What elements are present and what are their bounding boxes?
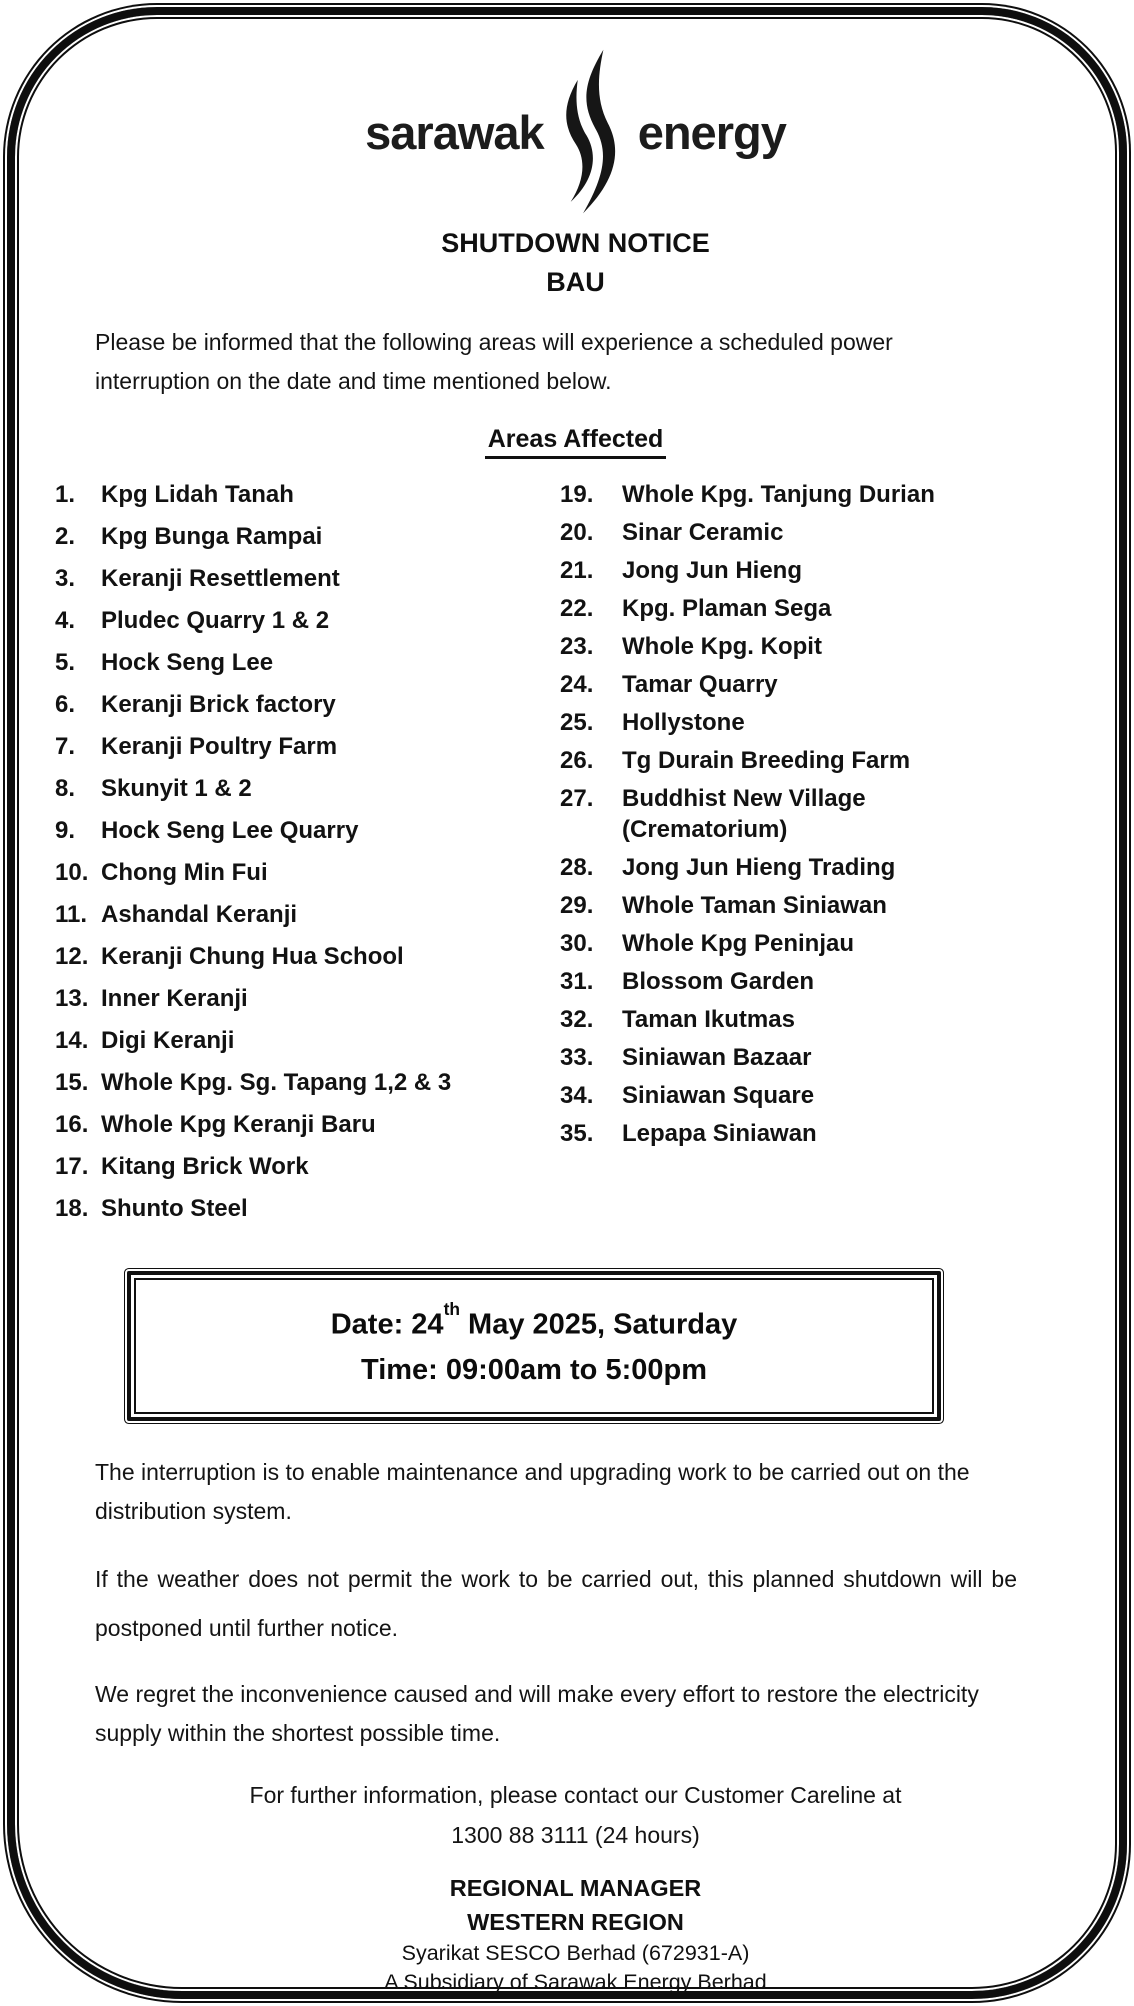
- area-list-item: [560, 745, 1056, 776]
- area-item-number: 32.: [560, 1006, 594, 1033]
- area-list-item: [55, 563, 560, 594]
- area-item-number: 35.: [560, 1120, 594, 1147]
- logo-text-sarawak: sarawak: [365, 105, 544, 159]
- area-item-number: 3.: [55, 565, 76, 592]
- area-item-name: Keranji Brick factory: [101, 691, 336, 718]
- area-item-name: Whole Kpg. Tanjung Durian: [622, 481, 935, 508]
- area-item-name: Whole Taman Siniawan: [622, 892, 887, 919]
- area-list-item: [55, 1025, 560, 1056]
- area-item-name: Digi Keranji: [101, 1027, 235, 1054]
- area-list-item: [560, 890, 1056, 921]
- area-item-name: Kpg Lidah Tanah: [101, 481, 294, 508]
- weather-paragraph: If the weather does not permit the work to be carried out, this planned shutdown will be postponed until further notice.: [95, 1565, 1017, 1641]
- area-item-name: Hollystone: [622, 709, 745, 736]
- area-list-item: [55, 1151, 560, 1182]
- area-list-item: [55, 773, 560, 804]
- area-item-name: Siniawan Square: [622, 1082, 815, 1109]
- area-item-name: Keranji Poultry Farm: [101, 733, 338, 760]
- area-item-number: 13.: [55, 985, 89, 1012]
- area-list-item: [55, 479, 560, 510]
- areas-affected-heading: Areas Affected: [485, 425, 667, 459]
- area-list-item: [560, 479, 1056, 510]
- sarawak-energy-logo: [95, 48, 1056, 216]
- area-item-number: 26.: [560, 747, 594, 774]
- area-item-number: 21.: [560, 557, 594, 584]
- area-list-item: [560, 593, 1056, 624]
- area-item-number: 7.: [55, 733, 76, 760]
- area-list-item: [55, 731, 560, 762]
- area-item-name: Ashandal Keranji: [101, 901, 298, 928]
- area-list-item: [560, 928, 1056, 959]
- area-item-name: Keranji Chung Hua School: [101, 943, 404, 970]
- area-item-name: Siniawan Bazaar: [622, 1044, 812, 1071]
- careline-text: For further information, please contact our Customer Careline at: [249, 1781, 902, 1808]
- areas-heading-wrap: [95, 425, 1056, 459]
- area-list-item: [560, 1004, 1056, 1035]
- area-item-name: Whole Kpg. Sg. Tapang 1,2 & 3: [101, 1069, 452, 1096]
- signature-block: [95, 1871, 1056, 1997]
- area-list-item: [560, 517, 1056, 548]
- area-item-name: Pludec Quarry 1 & 2: [101, 607, 330, 634]
- area-item-number: 30.: [560, 930, 594, 957]
- area-list-item: [55, 689, 560, 720]
- area-item-name: Kpg. Plaman Sega: [622, 595, 832, 622]
- signature-region: WESTERN REGION: [467, 1908, 684, 1935]
- schedule-date: [141, 1295, 927, 1348]
- area-item-number: 11.: [55, 901, 88, 928]
- area-item-number: 1.: [55, 481, 76, 508]
- areas-list-left: [55, 479, 560, 1235]
- area-item-name: Chong Min Fui: [101, 859, 268, 886]
- area-item-number: 9.: [55, 817, 76, 844]
- area-item-name: Taman Ikutmas: [622, 1006, 795, 1033]
- area-list-item: [55, 605, 560, 636]
- area-item-name: Buddhist New Village (Crematorium): [622, 785, 866, 843]
- area-item-name: Whole Kpg Keranji Baru: [101, 1111, 376, 1138]
- area-item-number: 10.: [55, 859, 89, 886]
- area-item-number: 24.: [560, 671, 594, 698]
- area-item-number: 33.: [560, 1044, 594, 1071]
- area-item-number: 22.: [560, 595, 594, 622]
- area-list-item: [560, 707, 1056, 738]
- area-list-item: [55, 1067, 560, 1098]
- notice-location: BAU: [546, 267, 605, 297]
- area-item-number: 12.: [55, 943, 89, 970]
- area-item-name: Inner Keranji: [101, 985, 248, 1012]
- area-list-item: [55, 899, 560, 930]
- logo-text-energy: energy: [637, 105, 786, 159]
- area-item-name: Tg Durain Breeding Farm: [622, 747, 911, 774]
- company-subsidiary: A Subsidiary of Sarawak Energy Berhad: [384, 1969, 767, 1994]
- area-item-number: 27.: [560, 785, 594, 812]
- company-name: Syarikat SESCO Berhad (672931-A): [401, 1940, 750, 1965]
- area-item-name: Blossom Garden: [622, 968, 815, 995]
- area-item-number: 6.: [55, 691, 76, 718]
- schedule-date-ordinal: th: [443, 1299, 460, 1320]
- maintenance-paragraph: The interruption is to enable maintenance and upgrading work to be carried out on the distribution system.: [95, 1458, 970, 1524]
- area-item-name: Sinar Ceramic: [622, 519, 784, 546]
- area-item-number: 34.: [560, 1082, 594, 1109]
- area-item-number: 8.: [55, 775, 76, 802]
- intro-paragraph: Please be informed that the following areas will experience a scheduled power interruption on the date and time mentioned below.: [95, 329, 893, 394]
- area-item-name: Jong Jun Hieng: [622, 557, 802, 584]
- area-item-number: 2.: [55, 523, 76, 550]
- area-item-name: Hock Seng Lee: [101, 649, 274, 676]
- area-item-name: Lepapa Siniawan: [622, 1120, 817, 1147]
- area-list-item: [55, 983, 560, 1014]
- area-list-item: [55, 815, 560, 846]
- area-item-number: 19.: [560, 481, 594, 508]
- area-item-number: 15.: [55, 1069, 89, 1096]
- area-list-item: [55, 857, 560, 888]
- area-item-number: 5.: [55, 649, 76, 676]
- area-item-name: Kpg Bunga Rampai: [101, 523, 323, 550]
- area-list-item: [560, 1118, 1056, 1149]
- area-item-number: 20.: [560, 519, 594, 546]
- area-list-item: [560, 555, 1056, 586]
- area-list-item: [560, 783, 1056, 845]
- regret-paragraph: We regret the inconvenience caused and will make every effort to restore the electricity supply within the shortest possible time.: [95, 1680, 979, 1746]
- areas-list-right: [560, 479, 1056, 1235]
- area-item-name: Kitang Brick Work: [101, 1153, 309, 1180]
- area-item-number: 14.: [55, 1027, 89, 1054]
- area-list-item: [560, 852, 1056, 883]
- contact-info: [95, 1775, 1056, 1855]
- notice-title: SHUTDOWN NOTICE: [441, 228, 710, 258]
- area-item-number: 17.: [55, 1153, 89, 1180]
- area-list-item: [55, 941, 560, 972]
- area-item-name: Jong Jun Hieng Trading: [622, 854, 896, 881]
- area-list-item: [55, 521, 560, 552]
- area-item-name: Keranji Resettlement: [101, 565, 340, 592]
- area-list-item: [560, 1042, 1056, 1073]
- area-item-number: 28.: [560, 854, 594, 881]
- schedule-time: Time: 09:00am to 5:00pm: [361, 1353, 707, 1386]
- schedule-date-prefix: Date: 24: [330, 1308, 444, 1341]
- area-item-number: 29.: [560, 892, 594, 919]
- area-list-item: [55, 1109, 560, 1140]
- schedule-box: [127, 1271, 941, 1421]
- area-item-number: 16.: [55, 1111, 89, 1138]
- area-list-item: [560, 966, 1056, 997]
- area-list-item: [560, 669, 1056, 700]
- area-item-name: Whole Kpg. Kopit: [622, 633, 822, 660]
- area-item-number: 23.: [560, 633, 594, 660]
- area-list-item: [560, 631, 1056, 662]
- area-item-number: 25.: [560, 709, 594, 736]
- area-list-item: [55, 1193, 560, 1224]
- area-list-item: [560, 1080, 1056, 1111]
- areas-lists: [55, 479, 1056, 1235]
- area-item-name: Tamar Quarry: [622, 671, 778, 698]
- area-list-item: [55, 647, 560, 678]
- flame-icon: [545, 48, 637, 216]
- area-item-name: Skunyit 1 & 2: [101, 775, 252, 802]
- signature-role: REGIONAL MANAGER: [449, 1874, 702, 1901]
- area-item-name: Shunto Steel: [101, 1195, 248, 1222]
- area-item-name: Hock Seng Lee Quarry: [101, 817, 359, 844]
- area-item-number: 4.: [55, 607, 76, 634]
- area-item-number: 18.: [55, 1195, 89, 1222]
- careline-number: 1300 88 3111 (24 hours): [451, 1821, 700, 1848]
- area-item-number: 31.: [560, 968, 594, 995]
- schedule-date-suffix: May 2025, Saturday: [459, 1308, 738, 1341]
- area-item-name: Whole Kpg Peninjau: [622, 930, 854, 957]
